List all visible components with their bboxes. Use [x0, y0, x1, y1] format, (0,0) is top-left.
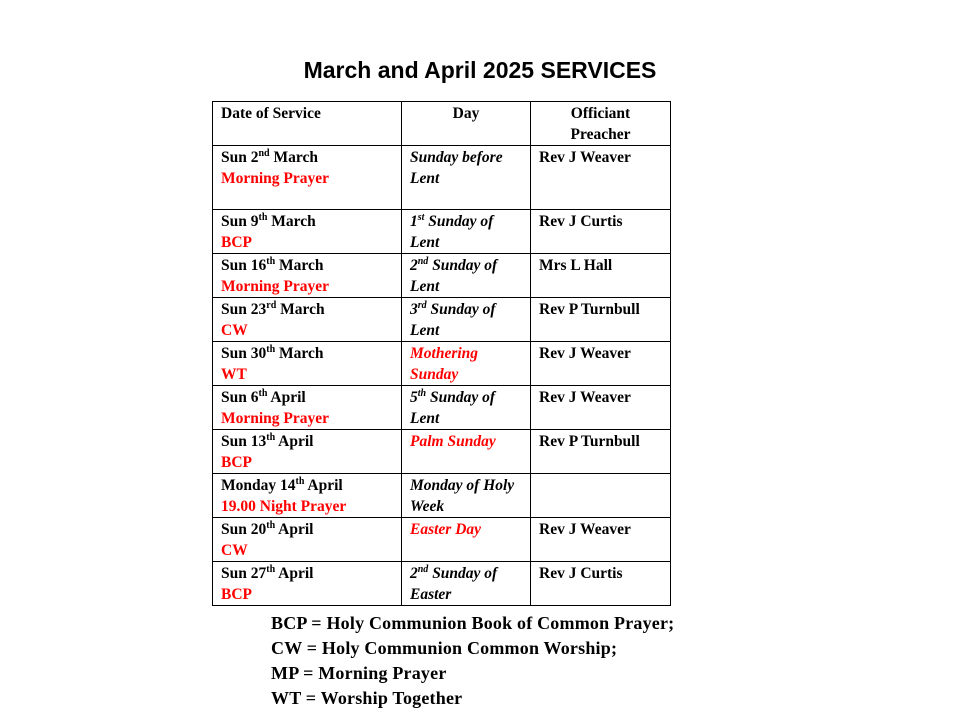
table-row — [213, 298, 671, 342]
service-date-ordinal: th — [295, 475, 305, 487]
service-date — [221, 343, 393, 364]
liturgical-day-main: 5 — [410, 389, 418, 406]
liturgical-day-main: 2 — [410, 565, 418, 582]
officiant-cell — [531, 386, 671, 430]
liturgical-day-rest: Sunday of — [426, 301, 496, 318]
service-date-month: April — [275, 433, 314, 450]
day-cell — [402, 146, 531, 210]
service-date-month: April — [275, 565, 314, 582]
liturgical-day-rest: Sunday of — [426, 389, 495, 406]
liturgical-day-main: Monday of Holy — [410, 477, 515, 494]
table-row — [213, 518, 671, 562]
liturgical-day-main: 1 — [410, 213, 418, 230]
service-date-month: April — [267, 389, 306, 406]
header-officiant-line2: Preacher — [570, 126, 631, 143]
service-date-main: Sun 9 — [221, 213, 259, 230]
service-date-ordinal: nd — [258, 147, 270, 159]
service-date — [221, 299, 393, 320]
officiant-name: Rev J Weaver — [539, 345, 631, 362]
liturgical-day-rest: Sunday of — [428, 257, 498, 274]
legend-mp: MP = Morning Prayer — [271, 663, 447, 683]
service-date-month: March — [269, 149, 318, 166]
table-row — [213, 474, 671, 518]
day-cell — [402, 386, 531, 430]
liturgical-day-line2: Lent — [410, 278, 440, 295]
liturgical-day-line2: Week — [410, 498, 445, 515]
service-date-ordinal: th — [266, 563, 276, 575]
service-date-ordinal: th — [266, 255, 276, 267]
liturgical-day-rest: Sunday of — [428, 565, 498, 582]
table-header-row — [213, 102, 671, 146]
liturgical-day-ordinal: nd — [417, 563, 429, 575]
officiant-name: Rev J Curtis — [539, 213, 623, 230]
liturgical-day-line2: Lent — [410, 410, 440, 427]
header-day: Day — [402, 102, 531, 146]
date-cell — [213, 146, 402, 210]
officiant-cell — [531, 474, 671, 518]
date-cell — [213, 254, 402, 298]
liturgical-day-ordinal: rd — [417, 299, 427, 311]
liturgical-day — [410, 147, 522, 168]
services-table — [212, 101, 671, 606]
service-date-main: Sun 23 — [221, 301, 267, 318]
header-date: Date of Service — [213, 102, 402, 146]
liturgical-day — [410, 563, 522, 584]
service-type: CW — [221, 322, 248, 339]
day-cell — [402, 518, 531, 562]
service-date-main: Sun 30 — [221, 345, 267, 362]
day-cell — [402, 298, 531, 342]
service-date-ordinal: rd — [266, 299, 277, 311]
service-date-main: Sun 20 — [221, 521, 267, 538]
day-cell — [402, 254, 531, 298]
liturgical-day — [410, 431, 522, 452]
service-date-ordinal: th — [266, 431, 276, 443]
service-date — [221, 519, 393, 540]
liturgical-day — [410, 255, 522, 276]
service-date-ordinal: th — [266, 519, 276, 531]
service-type: Morning Prayer — [221, 410, 330, 427]
service-type: BCP — [221, 454, 252, 471]
table-row — [213, 146, 671, 210]
liturgical-day-main: Easter Day — [410, 521, 482, 538]
service-date-main: Sun 27 — [221, 565, 267, 582]
service-date-main: Sun 6 — [221, 389, 259, 406]
liturgical-day-rest: Sunday of — [424, 213, 494, 230]
liturgical-day-line2: Lent — [410, 170, 440, 187]
day-cell — [402, 430, 531, 474]
table-row — [213, 386, 671, 430]
table-row — [213, 254, 671, 298]
liturgical-day-line2: Lent — [410, 234, 440, 251]
service-type: Morning Prayer — [221, 170, 330, 187]
officiant-name: Rev P Turnbull — [539, 433, 640, 450]
service-date — [221, 563, 393, 584]
service-date-main: Sun 13 — [221, 433, 267, 450]
officiant-cell — [531, 146, 671, 210]
day-cell — [402, 342, 531, 386]
officiant-name: Rev J Weaver — [539, 149, 631, 166]
table-row — [213, 562, 671, 606]
service-type: BCP — [221, 234, 252, 251]
liturgical-day-line2: Lent — [410, 322, 440, 339]
date-cell — [213, 386, 402, 430]
liturgical-day — [410, 387, 522, 408]
service-date-month: April — [304, 477, 343, 494]
service-date-main: Sun 2 — [221, 149, 259, 166]
table-row — [213, 210, 671, 254]
service-date — [221, 147, 393, 168]
officiant-cell — [531, 430, 671, 474]
date-cell — [213, 342, 402, 386]
officiant-cell — [531, 210, 671, 254]
liturgical-day-main: Palm Sunday — [410, 433, 496, 450]
officiant-name: Rev P Turnbull — [539, 301, 640, 318]
service-type: CW — [221, 542, 248, 559]
legend — [271, 611, 674, 711]
service-type: WT — [221, 366, 247, 383]
table-row — [213, 430, 671, 474]
liturgical-day — [410, 211, 522, 232]
liturgical-day — [410, 343, 522, 364]
liturgical-day-ordinal: th — [417, 387, 427, 399]
service-date-month: April — [275, 521, 314, 538]
service-date-main: Sun 16 — [221, 257, 267, 274]
officiant-name: Rev J Weaver — [539, 389, 631, 406]
liturgical-day-main: 3 — [410, 301, 418, 318]
day-cell — [402, 562, 531, 606]
service-date — [221, 255, 393, 276]
service-date-ordinal: th — [258, 211, 268, 223]
liturgical-day-ordinal: st — [417, 211, 425, 223]
liturgical-day — [410, 299, 522, 320]
officiant-name: Rev J Weaver — [539, 521, 631, 538]
service-date — [221, 431, 393, 452]
officiant-name: Mrs L Hall — [539, 257, 613, 274]
liturgical-day-main: Mothering — [410, 345, 479, 362]
service-date-month: March — [276, 301, 325, 318]
table-row — [213, 342, 671, 386]
service-date — [221, 475, 393, 496]
service-date-month: March — [275, 345, 324, 362]
header-officiant — [531, 102, 671, 146]
service-type: BCP — [221, 586, 252, 603]
liturgical-day-main: Sunday before — [410, 149, 503, 166]
service-date-ordinal: th — [266, 343, 276, 355]
service-type: 19.00 Night Prayer — [221, 498, 347, 515]
service-date-ordinal: th — [258, 387, 268, 399]
liturgical-day-line2: Sunday — [410, 366, 459, 383]
officiant-cell — [531, 298, 671, 342]
service-date-month: March — [267, 213, 316, 230]
liturgical-day-line2: Easter — [410, 586, 452, 603]
service-date — [221, 211, 393, 232]
legend-bcp: BCP = Holy Communion Book of Common Prayer; — [271, 613, 675, 633]
date-cell — [213, 562, 402, 606]
legend-wt: WT = Worship Together — [271, 688, 463, 708]
officiant-cell — [531, 254, 671, 298]
liturgical-day-ordinal: nd — [417, 255, 429, 267]
date-cell — [213, 430, 402, 474]
header-officiant-line1: Officiant — [570, 105, 631, 122]
officiant-cell — [531, 562, 671, 606]
liturgical-day — [410, 519, 522, 540]
page-title: March and April 2025 SERVICES — [303, 57, 657, 83]
day-cell — [402, 474, 531, 518]
date-cell — [213, 518, 402, 562]
date-cell — [213, 474, 402, 518]
service-date — [221, 387, 393, 408]
day-cell — [402, 210, 531, 254]
liturgical-day-main: 2 — [410, 257, 418, 274]
date-cell — [213, 298, 402, 342]
service-date-main: Monday 14 — [221, 477, 296, 494]
date-cell — [213, 210, 402, 254]
officiant-cell — [531, 518, 671, 562]
liturgical-day — [410, 475, 522, 496]
legend-cw: CW = Holy Communion Common Worship; — [271, 638, 618, 658]
officiant-cell — [531, 342, 671, 386]
service-date-month: March — [275, 257, 324, 274]
service-type: Morning Prayer — [221, 278, 330, 295]
officiant-name: Rev J Curtis — [539, 565, 623, 582]
